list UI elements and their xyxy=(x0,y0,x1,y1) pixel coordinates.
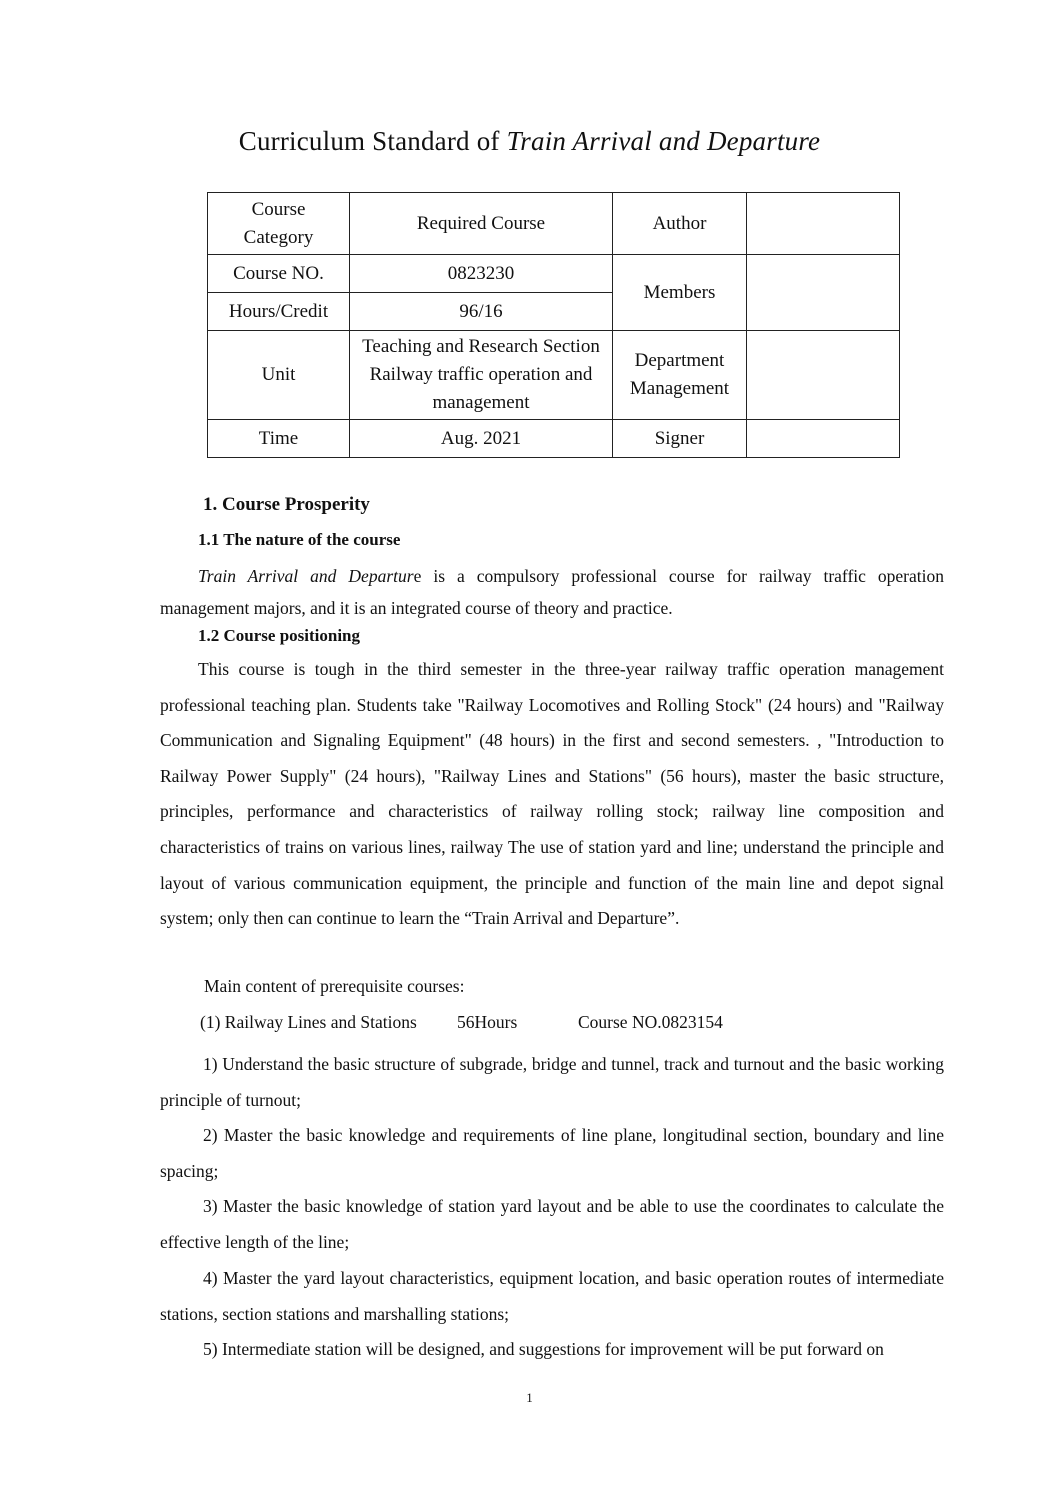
positioning-text: This course is tough in the third semester in the three-year railway traffic operation management professional teaching plan. Students take "Railway Locomotives and Rolling Stock" (24 hours) and "Railway Communication and Signaling Equipment" (48 hours) in the first and second semesters. , "Introduction to Railway Power Supply" (24 hours), "Railway Lines and Stations" (56 hours), master the basic structure, principles, performance and characteristics of railway rolling stock; railway line composition and characteristics of trains on various lines, railway The use of station yard and line; understand the principle and layout of various communication equipment, the principle and function of the main line and depot signal system; only then can continue to learn the “Train Arrival and Departure”. xyxy=(160,659,944,929)
cell-unit-value: Teaching and Research Section Railway traffic operation and management xyxy=(350,331,613,420)
list-item: 3) Master the basic knowledge of station yard layout and be able to use the coordinates to calculate the effective length of the line; xyxy=(160,1196,944,1252)
positioning-paragraph xyxy=(160,652,944,937)
prerequisite-course-number: Course NO.0823154 xyxy=(578,1012,723,1032)
list-item: 1) Understand the basic structure of subgrade, bridge and tunnel, track and turnout and the basic working principle of turnout; xyxy=(160,1054,944,1110)
cell-course-category-value: Required Course xyxy=(350,193,613,255)
nature-course-name: Train Arrival and Departur xyxy=(198,566,414,586)
cell-hours-credit-label: Hours/Credit xyxy=(208,293,350,331)
title-prefix: Curriculum Standard of xyxy=(238,126,507,156)
cell-hours-credit-value: 96/16 xyxy=(350,293,613,331)
page-number: 1 xyxy=(526,1390,533,1405)
course-info-table xyxy=(207,192,900,458)
list-item: 2) Master the basic knowledge and requirements of line plane, longitudinal section, boundary and line spacing; xyxy=(160,1125,944,1181)
cell-members-label: Members xyxy=(613,255,747,331)
table-row xyxy=(208,255,900,293)
prerequisite-course-hours: 56Hours xyxy=(457,1012,518,1032)
cell-members-value xyxy=(747,255,900,331)
title-course-name: Train Arrival and Departure xyxy=(506,126,821,156)
cell-course-no-label: Course NO. xyxy=(208,255,350,293)
cell-author-label: Author xyxy=(613,193,747,255)
section-heading-1: 1. Course Prosperity xyxy=(203,494,370,515)
cell-unit-label: Unit xyxy=(208,331,350,420)
document-title xyxy=(0,126,1059,157)
table-row xyxy=(208,420,900,458)
cell-signer-value xyxy=(747,420,900,458)
cell-course-category-label: Course Category xyxy=(208,193,350,255)
cell-department-value xyxy=(747,331,900,420)
cell-course-no-value: 0823230 xyxy=(350,255,613,293)
cell-author-value xyxy=(747,193,900,255)
table-row xyxy=(208,193,900,255)
cell-time-label: Time xyxy=(208,420,350,458)
cell-signer-label: Signer xyxy=(613,420,747,458)
prerequisite-course-name: (1) Railway Lines and Stations xyxy=(200,1012,417,1032)
list-item: 4) Master the yard layout characteristics, equipment location, and basic operation routes of intermediate stations, section stations and marshalling stations; xyxy=(160,1268,944,1324)
nature-paragraph xyxy=(160,560,944,624)
cell-department-label: Department Management xyxy=(613,331,747,420)
table-row xyxy=(208,331,900,420)
section-heading-1-2: 1.2 Course positioning xyxy=(198,626,360,645)
cell-time-value: Aug. 2021 xyxy=(350,420,613,458)
section-heading-1-1: 1.1 The nature of the course xyxy=(198,530,401,549)
prerequisite-intro: Main content of prerequisite courses: xyxy=(204,976,465,996)
nature-text: e is a compulsory professional course for railway traffic operation management majors, and it is an integrated course of theory and practice. xyxy=(160,566,944,618)
list-item: 5) Intermediate station will be designed, and suggestions for improvement will be put forward on xyxy=(203,1339,884,1359)
